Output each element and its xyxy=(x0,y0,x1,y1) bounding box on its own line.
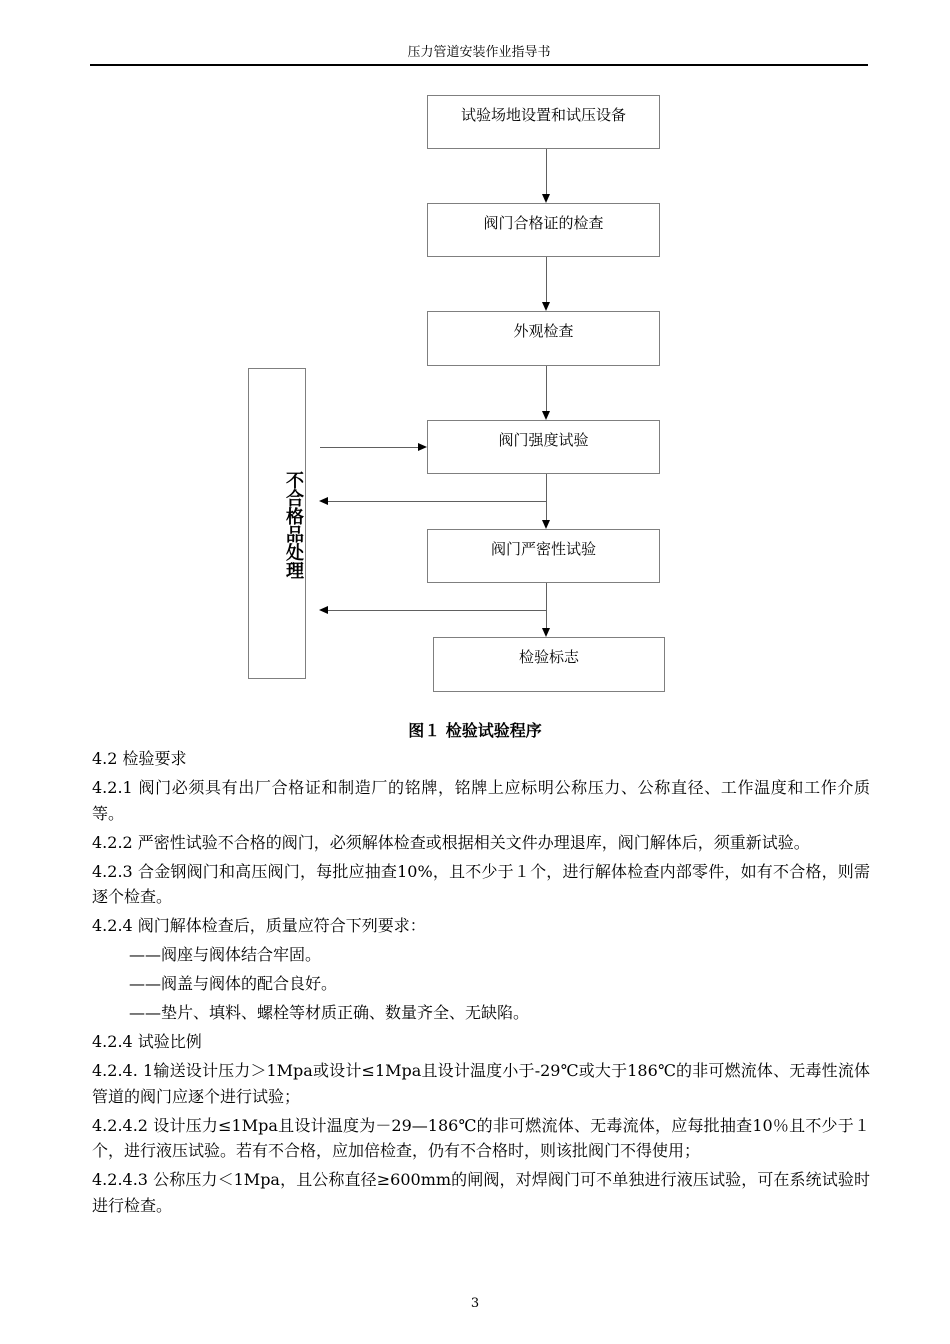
section-heading: 4.2 检验要求 xyxy=(92,749,187,768)
flow-step-strength-test: 阀门强度试验 xyxy=(427,420,660,474)
list-item: ——阀盖与阀体的配合良好。 xyxy=(129,974,338,993)
paragraph: 4.2.3 合金钢阀门和高压阀门，每批应抽查10%，且不少于１个，进行解体检查内部零件，如有不合格，则需逐个检查。 xyxy=(92,861,870,906)
paragraph: 4.2.2 严密性试验不合格的阀门，必须解体检查或根据相关文件办理退库，阀门解体后，须重新试验。 xyxy=(92,832,810,852)
paragraph: 4.2.4. 1输送设计压力＞1Mpa或设计≤1Mpa且设计温度小于-29℃或大于186℃的非可燃流体、无毒性流体管道的阀门应逐个进行试验； xyxy=(92,1061,870,1106)
section-heading: 4.2.4 试验比例 xyxy=(92,1032,202,1051)
page-number: 3 xyxy=(470,1296,480,1311)
page-header: 压力管道安装作业指导书 xyxy=(407,45,551,60)
flow-step-visual-inspection: 外观检查 xyxy=(427,311,660,366)
flow-step-certificate-check: 阀门合格证的检查 xyxy=(427,203,660,257)
flow-step-tightness-test: 阀门严密性试验 xyxy=(427,529,660,583)
arrow-down-icon xyxy=(542,411,550,420)
paragraph: 4.2.4.3 公称压力＜1Mpa，且公称直径≥600mm的闸阀，对焊阀门可不单独进行液压试验，可在系统试验时进行检查。 xyxy=(92,1170,870,1215)
reject-handling-label: 不合格品处理 xyxy=(283,471,304,579)
figure-caption: 图１ 检验试验程序 xyxy=(408,721,542,740)
list-item: ——垫片、填料、螺栓等材质正确、数量齐全、无缺陷。 xyxy=(129,1003,530,1022)
list-item: ——阀座与阀体结合牢固。 xyxy=(129,945,322,964)
connector-2-3 xyxy=(546,257,547,303)
arrow-left-icon xyxy=(319,497,328,505)
connector-tightness-to-reject xyxy=(328,610,546,611)
connector-4-5 xyxy=(546,474,547,521)
body-text xyxy=(92,746,870,1222)
arrow-down-icon xyxy=(542,194,550,203)
connector-5-6 xyxy=(546,583,547,629)
arrow-down-icon xyxy=(542,302,550,311)
flow-step-site-setup: 试验场地设置和试压设备 xyxy=(427,95,660,149)
paragraph: 4.2.4 阀门解体检查后，质量应符合下列要求： xyxy=(92,916,426,935)
connector-reject-to-strength xyxy=(320,447,419,448)
arrow-down-icon xyxy=(542,520,550,529)
arrow-right-icon xyxy=(418,443,427,451)
connector-1-2 xyxy=(546,149,547,195)
connector-strength-to-reject xyxy=(328,501,546,502)
paragraph: 4.2.1 阀门必须具有出厂合格证和制造厂的铭牌，铭牌上应标明公称压力、公称直径、工作温度和工作介质等。 xyxy=(92,778,870,823)
paragraph: 4.2.4.2 设计压力≤1Mpa且设计温度为－29—186℃的非可燃流体、无毒流体，应每批抽查10％且不少于１个，进行液压试验。若有不合格，应加倍检查，仍有不合格时，则该批阀门不得使用； xyxy=(92,1115,870,1160)
reject-handling-box xyxy=(248,368,306,679)
connector-3-4 xyxy=(546,366,547,412)
flow-step-inspection-mark: 检验标志 xyxy=(433,637,665,692)
arrow-down-icon xyxy=(542,628,550,637)
arrow-left-icon xyxy=(319,606,328,614)
